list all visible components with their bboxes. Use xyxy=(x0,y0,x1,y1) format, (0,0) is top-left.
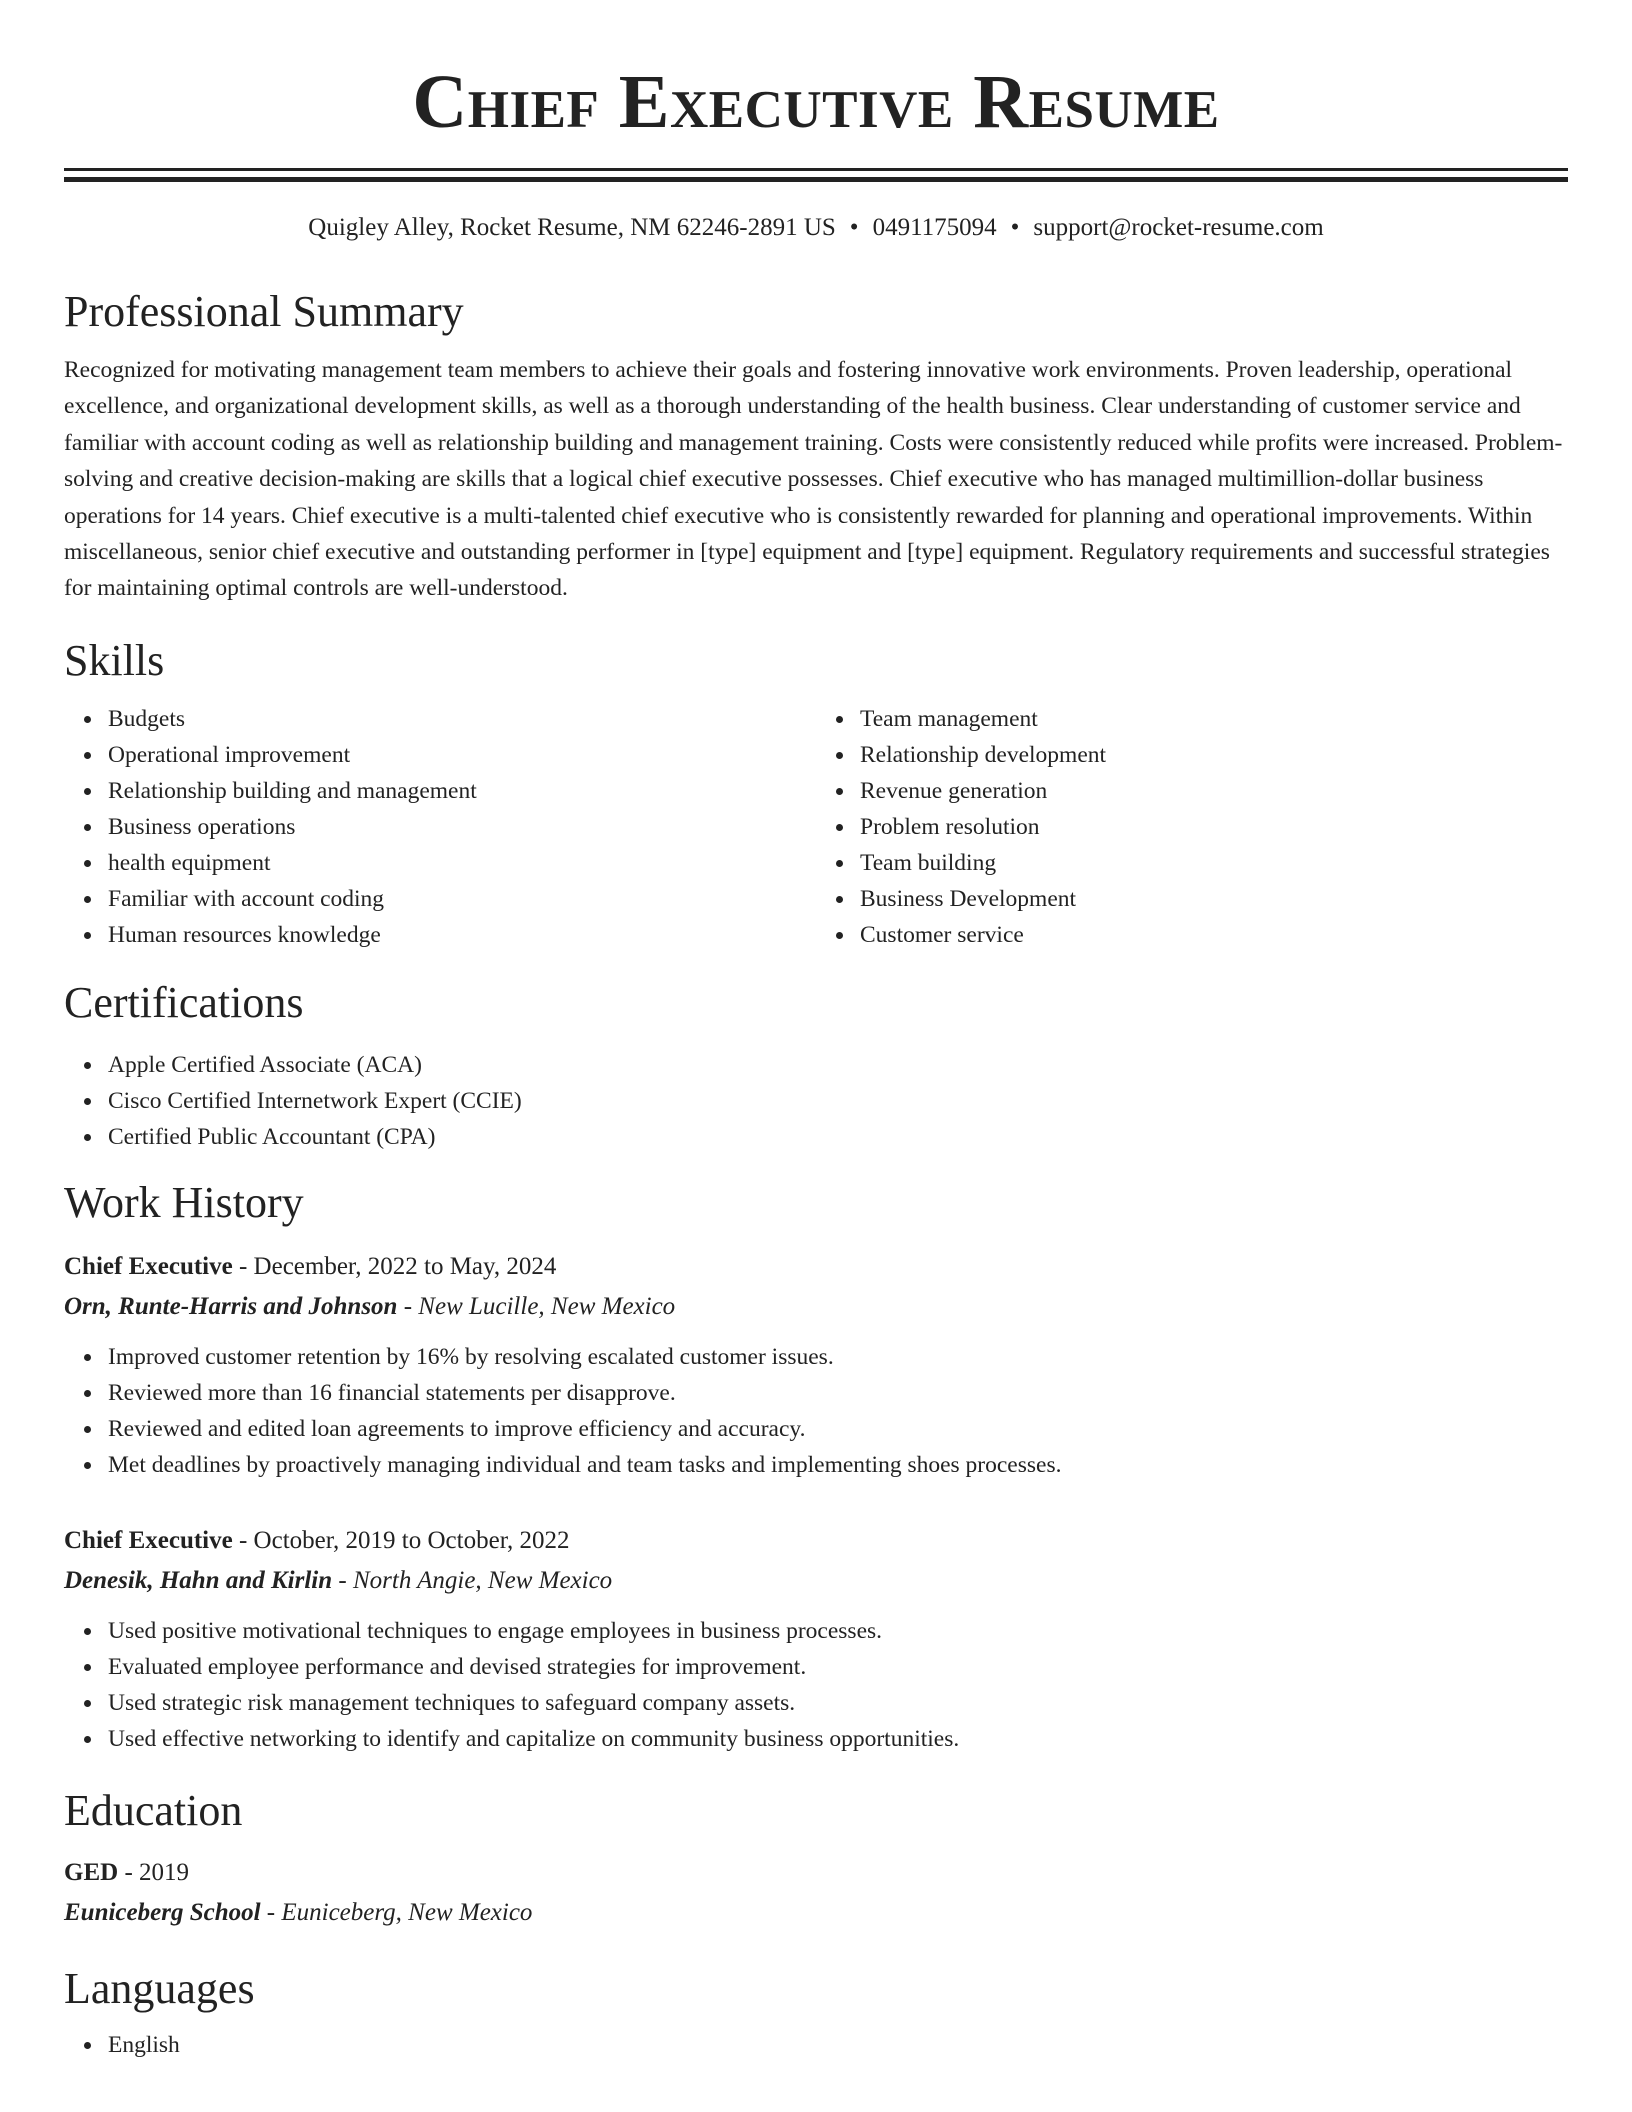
summary-text: Recognized for motivating management team members to achieve their goals and fostering innovative work environments. Proven leadership, operational excellence, and organizational development skills, as well as a thorough understanding of the health business. Clear understanding of customer service and familiar with account coding as well as relationship building and management training. Costs were consistently reduced while profits were increased. Problem-solving and creative decision-making are skills that a logical chief executive possesses. Chief executive who has managed multimillion-dollar business operations for 14 years. Chief executive is a multi-talented chief executive who is consistently rewarded for planning and operational improvements. Within miscellaneous, senior chief executive and outstanding performer in [type] equipment and [type] equipment. Regulatory requirements and successful strategies for maintaining optimal controls are well-understood. xyxy=(64,357,1563,602)
skill-item: Business Development xyxy=(860,881,1568,917)
contact-separator: • xyxy=(849,214,859,241)
contact-phone: 0491175094 xyxy=(872,214,997,241)
skill-item: Revenue generation xyxy=(860,773,1568,809)
job-bullet: Reviewed and edited loan agreements to improve efficiency and accuracy. xyxy=(108,1411,1568,1447)
skill-item: Team building xyxy=(860,845,1568,881)
languages-heading: Languages xyxy=(64,1963,255,2013)
skill-item: Relationship development xyxy=(860,737,1568,773)
contact-separator: • xyxy=(1010,214,1020,241)
school-line xyxy=(64,1893,1568,1933)
degree-name: GED xyxy=(64,1858,119,1886)
company-name: Denesik, Hahn and Kirlin xyxy=(64,1566,333,1594)
certification-item: Certified Public Accountant (CPA) xyxy=(108,1119,1568,1155)
company-location: - North Angie, New Mexico xyxy=(332,1566,613,1594)
job-entry xyxy=(64,1521,1568,1757)
language-item: English xyxy=(108,2027,1568,2063)
contact-address: Quigley Alley, Rocket Resume, NM 62246-2891 US xyxy=(308,214,836,241)
job-bullet: Evaluated employee performance and devised strategies for improvement. xyxy=(108,1649,1568,1685)
company-name: Orn, Runte-Harris and Johnson xyxy=(64,1292,398,1320)
skill-item: Relationship building and management xyxy=(108,773,816,809)
company-line xyxy=(64,1287,1568,1327)
certifications-list xyxy=(64,1047,1568,1155)
job-bullets xyxy=(64,1339,1568,1483)
job-entry xyxy=(64,1247,1568,1483)
skill-item: Familiar with account coding xyxy=(108,881,816,917)
job-title: Chief Executive xyxy=(64,1252,233,1280)
title-rule-top xyxy=(64,168,1568,171)
certification-item: Apple Certified Associate (ACA) xyxy=(108,1047,1568,1083)
job-dates: - October, 2019 to October, 2022 xyxy=(232,1526,570,1554)
skills-heading: Skills xyxy=(64,635,165,685)
skill-item: health equipment xyxy=(108,845,816,881)
contact-email: support@rocket-resume.com xyxy=(1033,214,1324,241)
work-history-heading: Work History xyxy=(64,1177,304,1227)
skill-item: Business operations xyxy=(108,809,816,845)
job-dates: - December, 2022 to May, 2024 xyxy=(232,1252,557,1280)
skill-item: Budgets xyxy=(108,701,816,737)
certification-item: Cisco Certified Internetwork Expert (CCIE) xyxy=(108,1083,1568,1119)
job-title: Chief Executive xyxy=(64,1526,233,1554)
resume-title: Chief Executive Resume xyxy=(412,60,1220,144)
job-bullet: Reviewed more than 16 financial statements per disapprove. xyxy=(108,1375,1568,1411)
skills-list-left xyxy=(64,701,816,953)
company-line xyxy=(64,1561,1568,1601)
skill-item: Operational improvement xyxy=(108,737,816,773)
job-bullets xyxy=(64,1613,1568,1757)
job-title-line xyxy=(64,1521,1568,1561)
job-bullet: Improved customer retention by 16% by resolving escalated customer issues. xyxy=(108,1339,1568,1375)
school-name: Euniceberg School xyxy=(64,1898,261,1926)
education-heading: Education xyxy=(64,1785,243,1835)
degree-year: - 2019 xyxy=(118,1858,190,1886)
job-bullet: Met deadlines by proactively managing individual and team tasks and implementing shoes processes. xyxy=(108,1447,1568,1483)
job-title-line xyxy=(64,1247,1568,1287)
job-bullet: Used effective networking to identify and capitalize on community business opportunities. xyxy=(108,1721,1568,1757)
skill-item: Human resources knowledge xyxy=(108,917,816,953)
job-bullet: Used positive motivational techniques to engage employees in business processes. xyxy=(108,1613,1568,1649)
education-entry xyxy=(64,1853,1568,1933)
company-location: - New Lucille, New Mexico xyxy=(397,1292,676,1320)
job-bullet: Used strategic risk management techniques to safeguard company assets. xyxy=(108,1685,1568,1721)
school-location: - Euniceberg, New Mexico xyxy=(260,1898,533,1926)
summary-heading: Professional Summary xyxy=(64,287,464,336)
skill-item: Problem resolution xyxy=(860,809,1568,845)
certifications-heading: Certifications xyxy=(64,977,304,1027)
skills-list-right xyxy=(816,701,1568,953)
degree-line xyxy=(64,1853,1568,1893)
title-rule-bottom xyxy=(64,177,1568,182)
skill-item: Team management xyxy=(860,701,1568,737)
skill-item: Customer service xyxy=(860,917,1568,953)
languages-list xyxy=(64,2027,1568,2063)
contact-line xyxy=(64,212,1568,244)
skills-columns xyxy=(64,701,1568,953)
